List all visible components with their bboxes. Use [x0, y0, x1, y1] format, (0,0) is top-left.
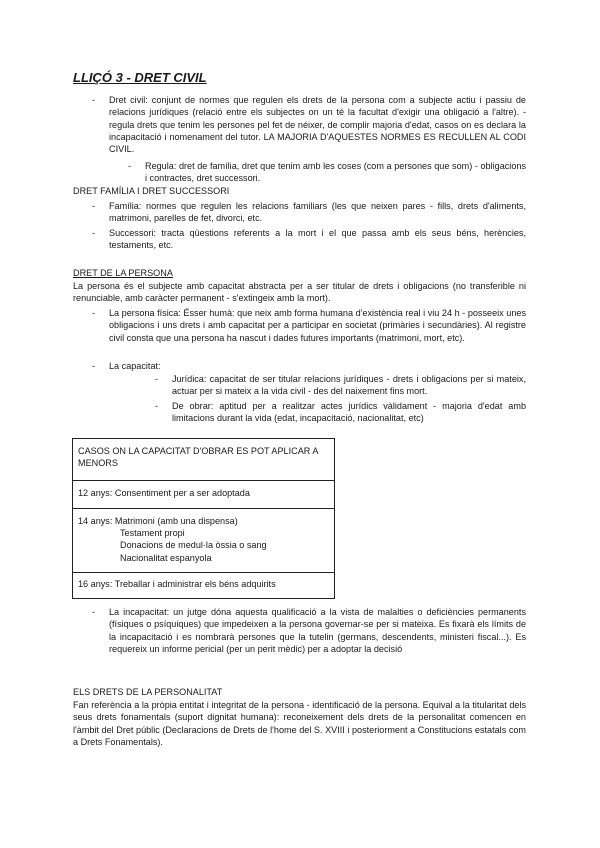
table-header-cell: CASOS ON LA CAPACITAT D'OBRAR ES POT APLICAR A MENORS: [73, 439, 335, 481]
list-item: 14 anys: Matrimoni (amb una dispensa): [78, 515, 238, 526]
table-row: [73, 508, 335, 572]
personalitat-paragraph: Fan referència a la pròpia entitat i integritat de la persona - identificació de la persona. Equival a la titularitat dels seus drets fonamentals (suport dignitat humana): reconeixement dels drets de la personalitat comencen en l'àmbit del Dret públic (Declaracions de Drets de l'home del S. XVIII i posteriorment a Constitucions estatals com a Drets Fonamentals).: [73, 700, 526, 747]
list-item: Nacionalitat espanyola: [120, 552, 212, 563]
table-cell-12-anys: 12 anys: Consentiment per a ser adoptada: [73, 480, 335, 508]
list-item: Donacions de medul·la òssia o sang: [120, 540, 267, 551]
list-item: Testament propi: [120, 528, 185, 539]
capacitat-label: La capacitat:: [109, 361, 161, 371]
obrar-paragraph: De obrar: aptitud per a realitzar actes jurídics vàlidament - majoria d'edat amb limitacions durant la vida (edat, incapacitació, nacionalitat, etc): [172, 401, 526, 424]
persona-heading: DRET DE LA PERSONA: [73, 268, 173, 278]
juridica-paragraph: Jurídica: capacitat de ser titular relacions jurídiques - drets i obligacions per si mateix, actuar per si mateix a la vida civil - des del naixement fins mort.: [172, 374, 526, 397]
cases-table: [72, 438, 335, 599]
incapacitat-paragraph: La incapacitat: un jutge dóna aquesta qualificació a la vista de malalties o deficiències permanents (físiques o psíquiques) que impedeixen a la persona governar-se per si mateixa. Es fixarà els límits de la incapacitació i es nombrarà persones que la tutelin (germans, descendents, ministeri fiscal...). Es requereix un informe pericial (per un perit mèdic) per a adoptar la decisió: [109, 607, 526, 654]
bullet-dash: -: [92, 201, 96, 211]
table-row: [73, 439, 335, 481]
bullet-dash: -: [155, 401, 159, 411]
table-cell-16-anys: 16 anys: Treballar i administrar els béns adquirits: [73, 573, 335, 599]
table-row: [73, 480, 335, 508]
successori-paragraph: Successori: tracta qüestions referents a la mort i el que passa amb els seus béns, herències, testaments, etc.: [109, 228, 526, 251]
bullet-dash: -: [92, 308, 96, 318]
bullet-dash: -: [155, 374, 159, 384]
personalitat-heading: ELS DRETS DE LA PERSONALITAT: [73, 687, 223, 697]
familia-paragraph: Família: normes que regulen les relacions familiars (les que neixen pares - fills, drets d'aliments, matrimoni, parelles de fet, divorci, etc.: [109, 201, 526, 224]
familia-heading: DRET FAMÍLIA I DRET SUCCESSORI: [73, 186, 230, 196]
regula-paragraph: Regula: dret de família, dret que tenim amb les coses (com a persones que som) - obligacions i contractes, dret successori.: [145, 161, 526, 184]
dret-civil-paragraph: Dret civil: conjunt de normes que regulen els drets de la persona com a subjecte actiu i passiu de relacions jurídiques (relació entre els subjectes on un té la facultat d'exigir una obligació a l'altre). - regula drets que tenim les persones pel fet de néixer, de complir majoria d'edat, casos on es declara la incapacitació i nomenament del tutor. LA MAJORIA D'AQUESTES NORMES ES RECULLEN AL CODI CIVIL.: [109, 95, 526, 155]
page-title: LLIÇÓ 3 - DRET CIVIL: [73, 70, 207, 85]
persona-intro-paragraph: La persona és el subjecte amb capacitat abstracta per a ser titular de drets i obligacions (no transferible ni renunciable, amb caràcter permanent - s'extingeix amb la mort).: [73, 281, 526, 304]
bullet-dash: -: [92, 361, 96, 371]
bullet-dash: -: [92, 228, 96, 238]
table-cell-14-anys: [73, 508, 335, 572]
bullet-dash: -: [92, 95, 96, 105]
persona-fisica-paragraph: La persona física: Ésser humà: que neix amb forma humana d'existència real i viu 24 h - posseeix unes obligacions i uns drets i amb capacitat per a participar en societat (primàries i secundàries). Al registre civil consta que una persona ha nascut i dades futures importants (matrimoni, mort, etc).: [109, 308, 526, 343]
bullet-dash: -: [128, 161, 132, 171]
table-row: [73, 573, 335, 599]
bullet-dash: -: [92, 607, 96, 617]
